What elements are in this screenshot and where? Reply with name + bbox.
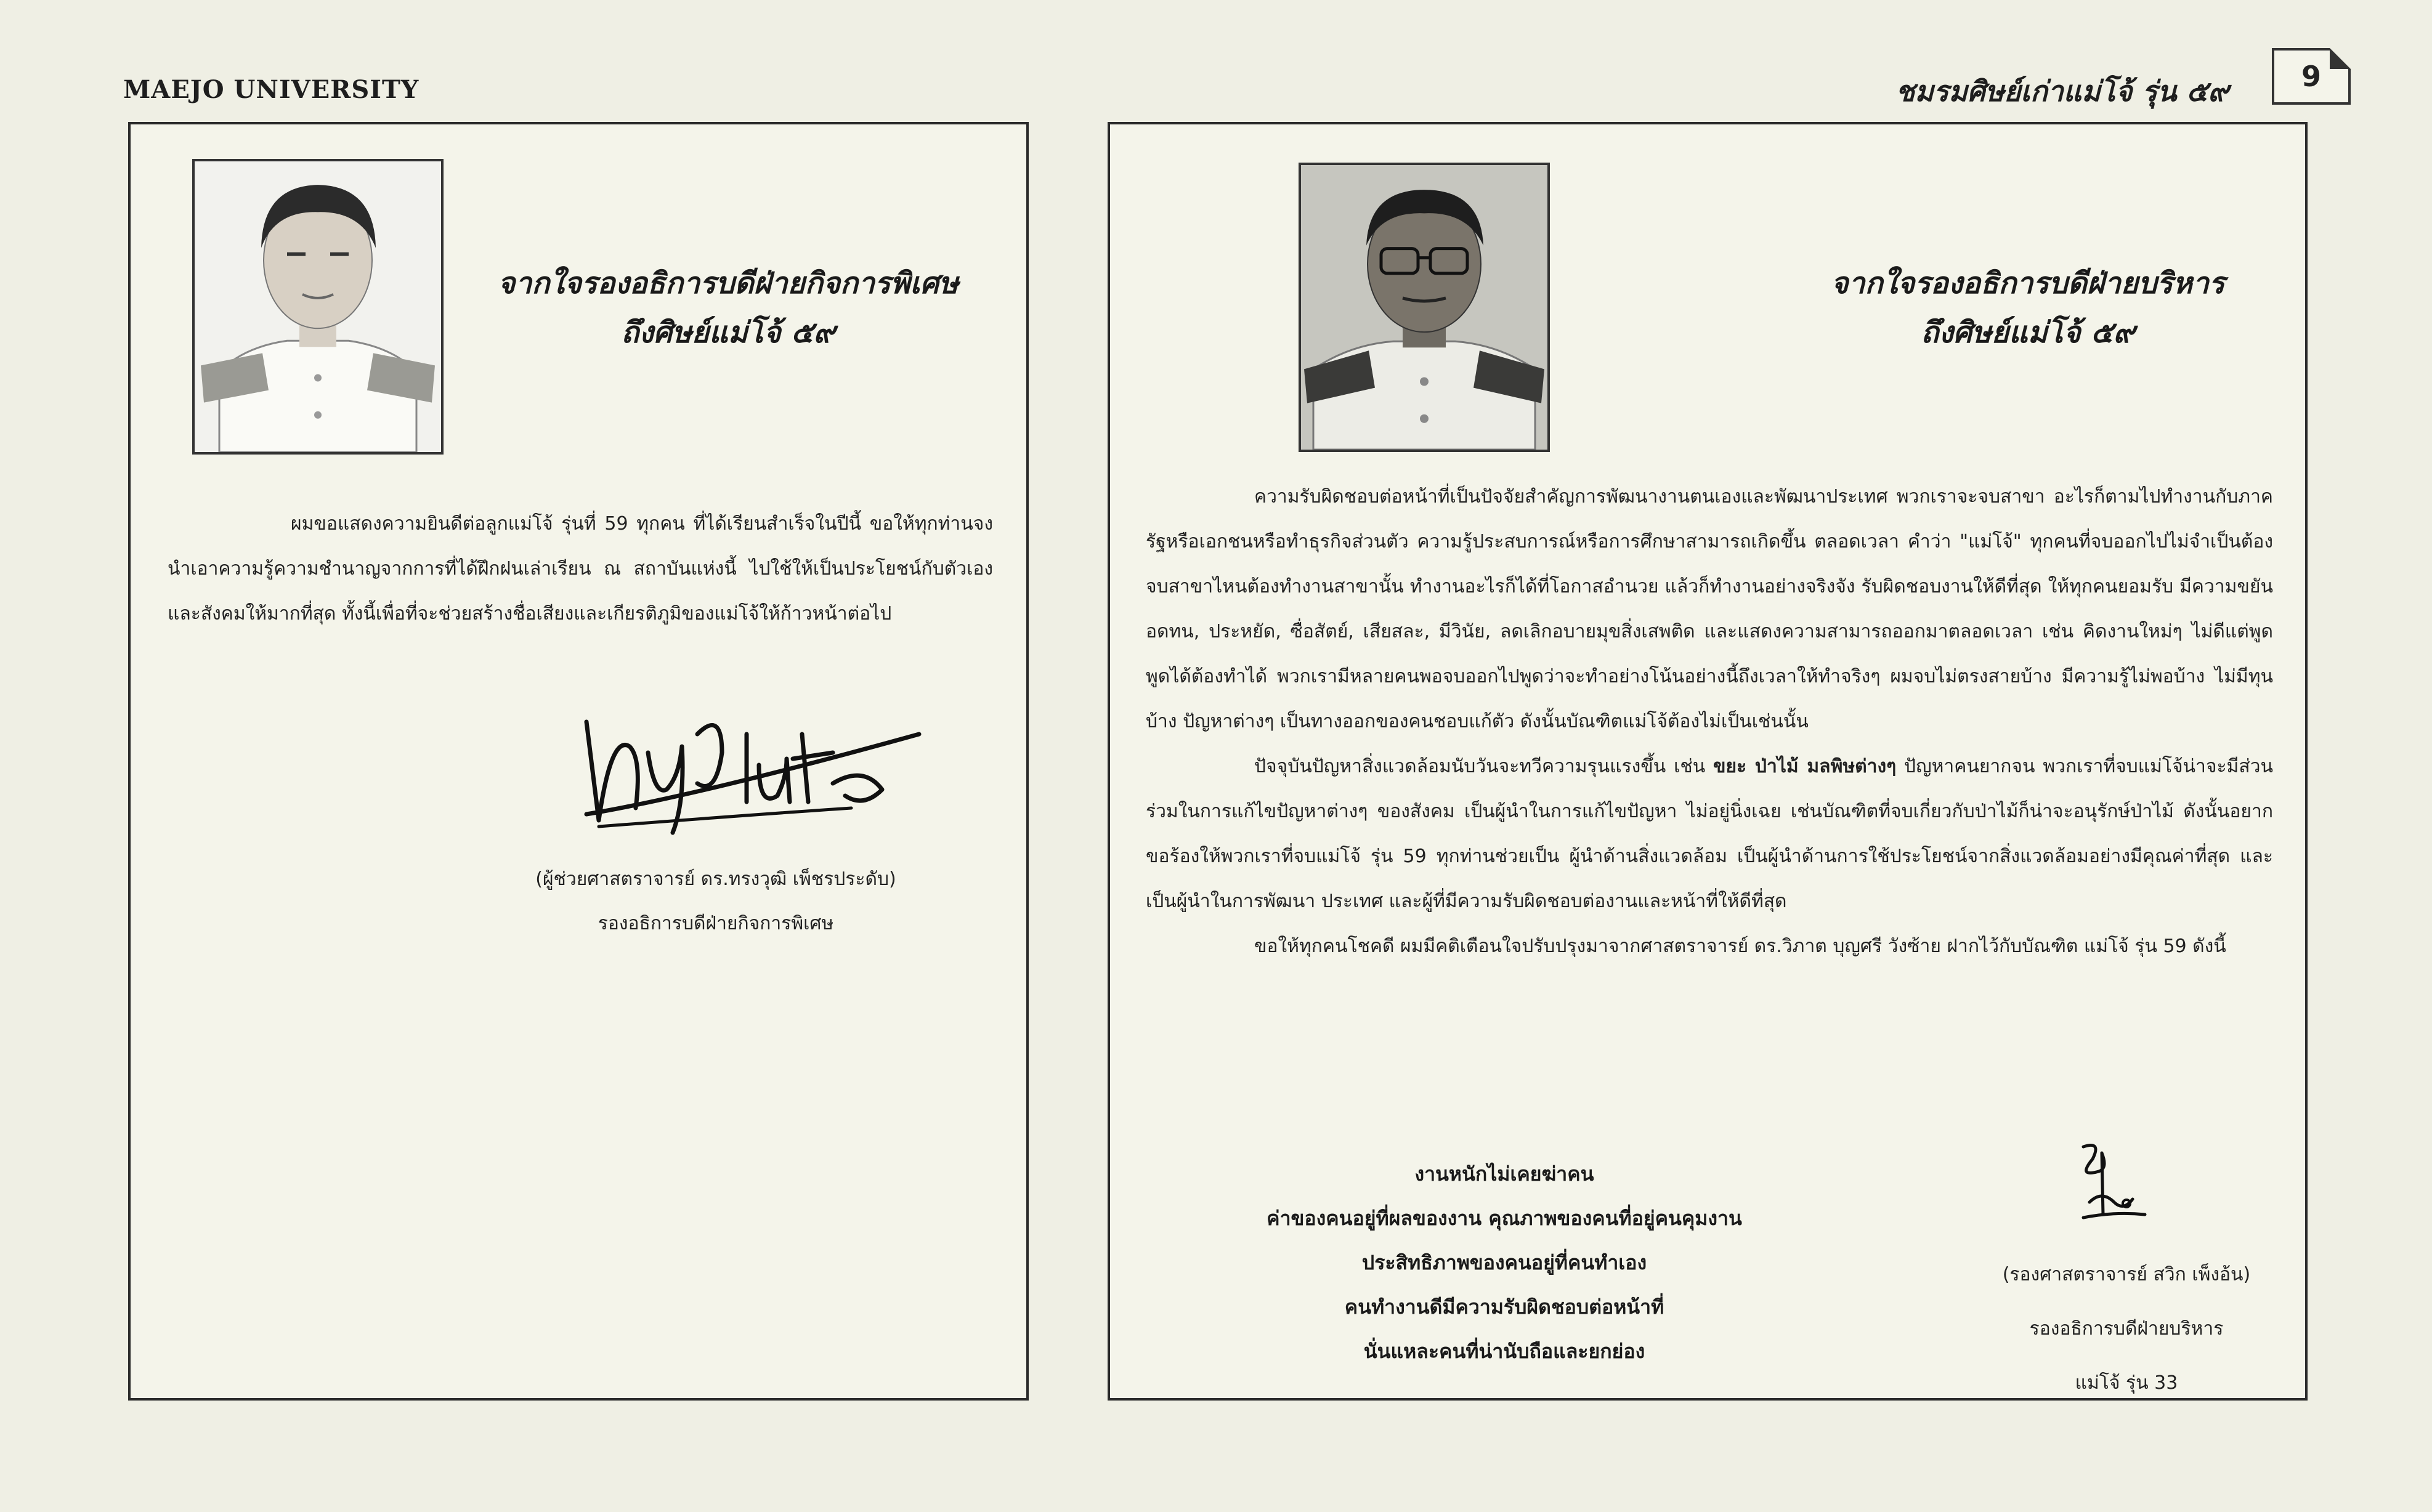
motto-line-1: งานหนักไม่เคยฆ่าคน: [1414, 1162, 1594, 1186]
right-title-line-1: จากใจรองอธิการบดีฝ่ายบริหาร: [1831, 266, 2225, 301]
left-title-line-1: จากใจรองอธิการบดีฝ่ายกิจการพิเศษ: [498, 266, 959, 301]
right-signer-position: รองอธิการบดีฝ่ายบริหาร: [2029, 1318, 2224, 1340]
right-letter-body: [1146, 474, 2273, 969]
page-number: 9: [2272, 48, 2351, 105]
vice-president-administration-portrait: [1299, 163, 1550, 452]
left-signer-name: (ผู้ช่วยศาสตราจารย์ ดร.ทรงวุฒิ เพ็ชรประดับ): [535, 868, 896, 890]
vice-president-special-affairs-portrait: [192, 159, 444, 455]
alumni-club-header: ชมรมศิษย์เก่าแม่โจ้ รุ่น ๕๙: [1895, 75, 2229, 108]
left-signer-block: [451, 857, 981, 946]
motto-line-5: นั่นแหละคนที่น่านับถือและยกย่อง: [1363, 1340, 1645, 1363]
left-letter-panel: [128, 122, 1029, 1401]
left-title-line-2: ถึงศิษย์แม่โจ้ ๕๙: [621, 315, 835, 350]
motto-block: [1196, 1152, 1812, 1373]
para2-lead: ปัจจุบันปัญหาสิ่งแวดล้อมนับวันจะทวีความรุนแรงขึ้น เช่น: [1254, 756, 1714, 777]
right-letter-title: [1763, 259, 2293, 357]
right-letter-panel: [1108, 122, 2308, 1401]
right-signer-block: [1948, 1248, 2305, 1410]
motto-line-3: ประสิทธิภาพของคนอยู่ที่คนทำเอง: [1361, 1251, 1647, 1274]
motto-line-4: คนทำงานดีมีความรับผิดชอบต่อหน้าที่: [1344, 1295, 1664, 1319]
left-signer-position: รองอธิการบดีฝ่ายกิจการพิเศษ: [598, 913, 834, 934]
motto-line-2: ค่าของคนอยู่ที่ผลของงาน คุณภาพของคนที่อยู่คนคุมงาน: [1267, 1207, 1742, 1230]
right-title-line-2: ถึงศิษย์แม่โจ้ ๕๙: [1921, 315, 2135, 350]
right-signer-class: แม่โจ้ รุ่น 33: [2075, 1372, 2178, 1394]
left-body-paragraph: ผมขอแสดงความยินดีต่อลูกแม่โจ้ รุ่นที่ 59 ทุกคน ที่ได้เรียนสำเร็จในปีนี้ ขอให้ทุกท่านจงนำเอาความรู้ความชำนาญจากการที่ได้ฝึกฝนเล่าเรียน ณ สถาบันแห่งนี้ ไปใช้ให้เป็นประโยชน์กับตัวเองและสังคมให้มากที่สุด ทั้งนี้เพื่อที่จะช่วยสร้างชื่อเสียงและเกียรติภูมิของแม่โจ้ให้ก้าวหน้าต่อไป: [168, 513, 993, 625]
left-signature-image: [574, 697, 944, 845]
right-body-paragraph-3: ขอให้ทุกคนโชคดี ผมมีคติเตือนใจปรับปรุงมาจากศาสตราจารย์ ดร.วิภาต บุญศรี วังซ้าย ฝากไว้กับบัณฑิต แม่โจ้ รุ่น 59 ดังนี้: [1254, 936, 2226, 957]
left-letter-body: [168, 501, 993, 636]
para2-emphasis: ขยะ ป่าไม้ มลพิษต่างๆ: [1713, 756, 1897, 777]
right-body-paragraph-1: ความรับผิดชอบต่อหน้าที่เป็นปัจจัยสำคัญการพัฒนางานตนเองและพัฒนาประเทศ พวกเราจะจบสาขา อะไรก็ตามไปทำงานกับภาครัฐหรือเอกชนหรือทำธุรกิจส่วนตัว ความรู้ประสบการณ์หรือการศึกษาสามารถเกิดขึ้น ตลอดเวลา คำว่า "แม่โจ้" ทุกคนที่จบออกไปไม่จำเป็นต้องจบสาขาไหนต้องทำงานสาขานั้น ทำงานอะไรก็ได้ที่โอกาสอำนวย แล้วก็ทำงานอย่างจริงจัง รับผิดชอบงานให้ดีที่สุด ให้ทุกคนยอมรับ มีความขยันอดทน, ประหยัด, ซื่อสัตย์, เสียสละ, มีวินัย, ลดเลิกอบายมุขสิ่งเสพติด และแสดงความสามารถออกมาตลอดเวลา เช่น คิดงานใหม่ๆ ไม่ดีแต่พูด พูดได้ต้องทำได้ พวกเรามีหลายคนพอจบออกไปพูดว่าจะทำอย่างโน้นอย่างนี้ถึงเวลาให้ทำจริงๆ ผมจบไม่ตรงสายบ้าง มีความรู้ไม่พอบ้าง ไม่มีทุนบ้าง ปัญหาต่างๆ เป็นทางออกของคนชอบแก้ตัว ดังนั้นบัณฑิตแม่โจ้ต้องไม่เป็นเช่นนั้น: [1146, 486, 2273, 732]
para2-rest: ปัญหาคนยากจน พวกเราที่จบแม่โจ้น่าจะมีส่วนร่วมในการแก้ไขปัญหาต่างๆ ของสังคม เป็นผู้นำในการแก้ไขปัญหา ไม่อยู่นิ่งเฉย เช่นบัณฑิตที่จบเกี่ยวกับป่าไม้ก็น่าจะอนุรักษ์ป่าไม้ ดังนั้นอยากขอร้องให้พวกเราที่จบแม่โจ้ รุ่น 59 ทุกท่านช่วยเป็น ผู้นำด้านสิ่งแวดล้อม เป็นผู้นำด้านการใช้ประโยชน์จากสิ่งแวดล้อมอย่างมีคุณค่าที่สุด และเป็นผู้นำในการพัฒนา ประเทศ และผู้ที่มีความรับผิดชอบต่องานและหน้าที่ให้ดีที่สุด: [1146, 756, 2274, 912]
right-signer-name: (รองศาสตราจารย์ สวิก เพ็งอ้น): [2002, 1264, 2251, 1285]
right-signature-image: [2065, 1134, 2151, 1227]
right-body-paragraph-2: [1146, 744, 2273, 924]
university-header: MAEJO UNIVERSITY: [123, 75, 420, 104]
left-letter-title: [463, 259, 993, 357]
